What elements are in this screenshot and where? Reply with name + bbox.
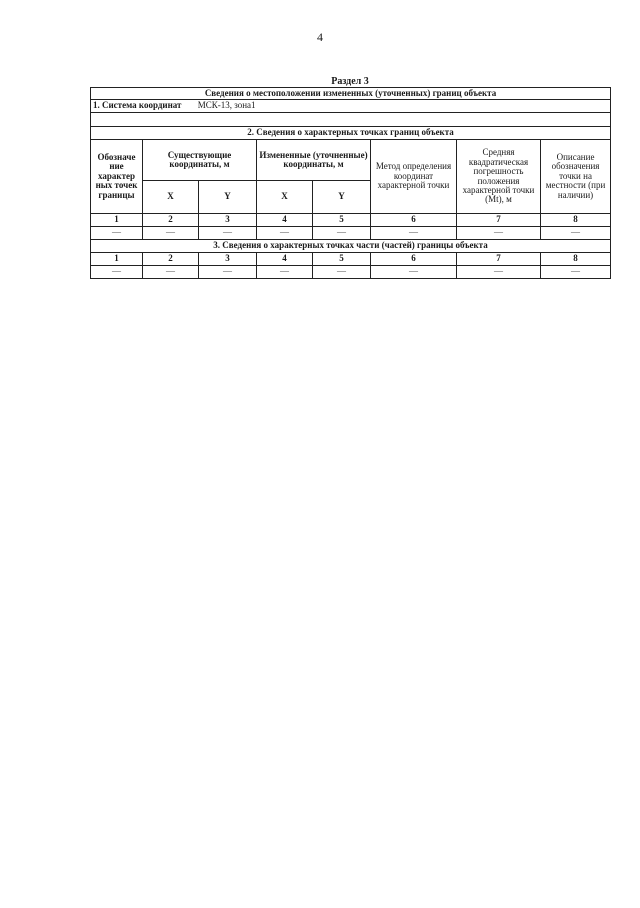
table-cell: — [457, 227, 541, 240]
coord-system-row [91, 100, 611, 113]
col-number: 7 [457, 214, 541, 227]
table-cell: — [371, 266, 457, 279]
col-number: 8 [541, 214, 611, 227]
table-cell: — [257, 227, 313, 240]
col-number: 1 [91, 253, 143, 266]
table-cell: — [143, 266, 199, 279]
col-number: 1 [91, 214, 143, 227]
col-number: 5 [313, 214, 371, 227]
col-number: 4 [257, 214, 313, 227]
table-cell: — [313, 266, 371, 279]
section3-title: 3. Сведения о характерных точках части (частей) границы объекта [91, 240, 611, 253]
section3-data-row [91, 266, 611, 279]
col-number: 6 [371, 253, 457, 266]
coord-system-value: МСК-13, зона1 [197, 100, 256, 111]
table-cell: — [91, 266, 143, 279]
page-number: 4 [317, 30, 323, 44]
table-cell: — [541, 227, 611, 240]
col-number: 3 [199, 253, 257, 266]
header-existing-y: Y [199, 181, 257, 214]
col-number: 2 [143, 253, 199, 266]
header-error: Средняя квадратическая погрешность положения характерной точки (Mt), м [457, 140, 541, 214]
table-cell: — [457, 266, 541, 279]
table-cell: — [313, 227, 371, 240]
empty-row [91, 113, 611, 127]
section-title: Раздел 3 [331, 76, 369, 87]
header-changed-y: Y [313, 181, 371, 214]
table-cell: — [199, 266, 257, 279]
header-existing-coords: Существующие координаты, м [143, 140, 257, 181]
coord-system-label: 1. Система координат [93, 100, 182, 111]
table-cell: — [143, 227, 199, 240]
col-number: 5 [313, 253, 371, 266]
header-changed-coords: Измененные (уточненные) координаты, м [257, 140, 371, 181]
col-number: 3 [199, 214, 257, 227]
table-cell: — [257, 266, 313, 279]
section2-title: 2. Сведения о характерных точках границ объекта [91, 127, 611, 140]
header-existing-x: X [143, 181, 199, 214]
header-description: Описание обозначения точки на местности (при наличии) [541, 140, 611, 214]
boundary-form-table [90, 87, 611, 279]
header-method: Метод определения координат характерной точки [371, 140, 457, 214]
col-number: 2 [143, 214, 199, 227]
header-changed-x: X [257, 181, 313, 214]
table-cell: — [371, 227, 457, 240]
table-cell: — [91, 227, 143, 240]
main-header: Сведения о местоположении измененных (уточненных) границ объекта [91, 88, 611, 100]
section3-number-row [91, 253, 611, 266]
section2-number-row [91, 214, 611, 227]
col-number: 4 [257, 253, 313, 266]
header-point-designation: Обозначе ние характер ных точек границы [91, 140, 143, 214]
table-cell: — [199, 227, 257, 240]
section2-data-row [91, 227, 611, 240]
col-number: 8 [541, 253, 611, 266]
col-number: 6 [371, 214, 457, 227]
table-cell: — [541, 266, 611, 279]
col-number: 7 [457, 253, 541, 266]
